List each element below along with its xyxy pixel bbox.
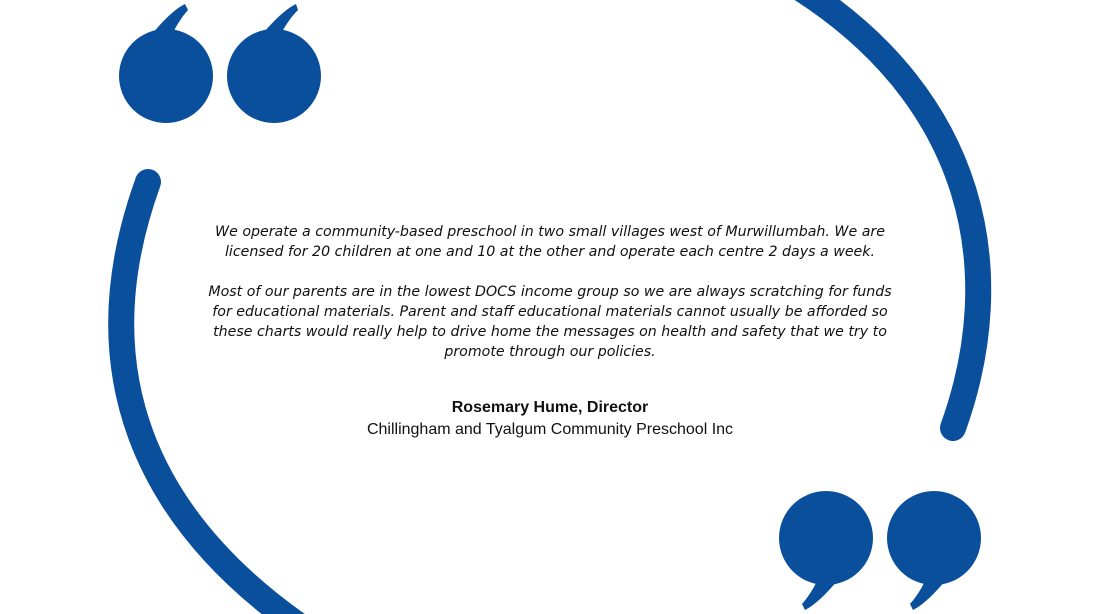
quote-paragraph-2: Most of our parents are in the lowest DOCS income group so we are always scratching for funds for educational materials. Parent and staff educational materials cannot usually be afforded so these charts would really help to drive home the messages on health and safety that we try to promote through our policies.: [208, 284, 892, 360]
organization-name: Chillingham and Tyalgum Community Preschool Inc: [366, 421, 734, 438]
author-name: Rosemary Hume, Director: [451, 399, 649, 416]
open-quote-right-mark: [227, 4, 321, 123]
close-quote-icon: [779, 491, 981, 610]
quote-content: [200, 222, 900, 440]
close-quote-right-mark: [887, 491, 981, 610]
close-quote-left-mark: [779, 491, 873, 610]
open-quote-icon: [119, 4, 321, 123]
open-quote-left-mark: [119, 4, 213, 123]
quote-paragraph-1: We operate a community-based preschool in two small villages west of Murwillumbah. We are licensed for 20 children at one and 10 at the other and operate each centre 2 days a week.: [215, 224, 885, 260]
